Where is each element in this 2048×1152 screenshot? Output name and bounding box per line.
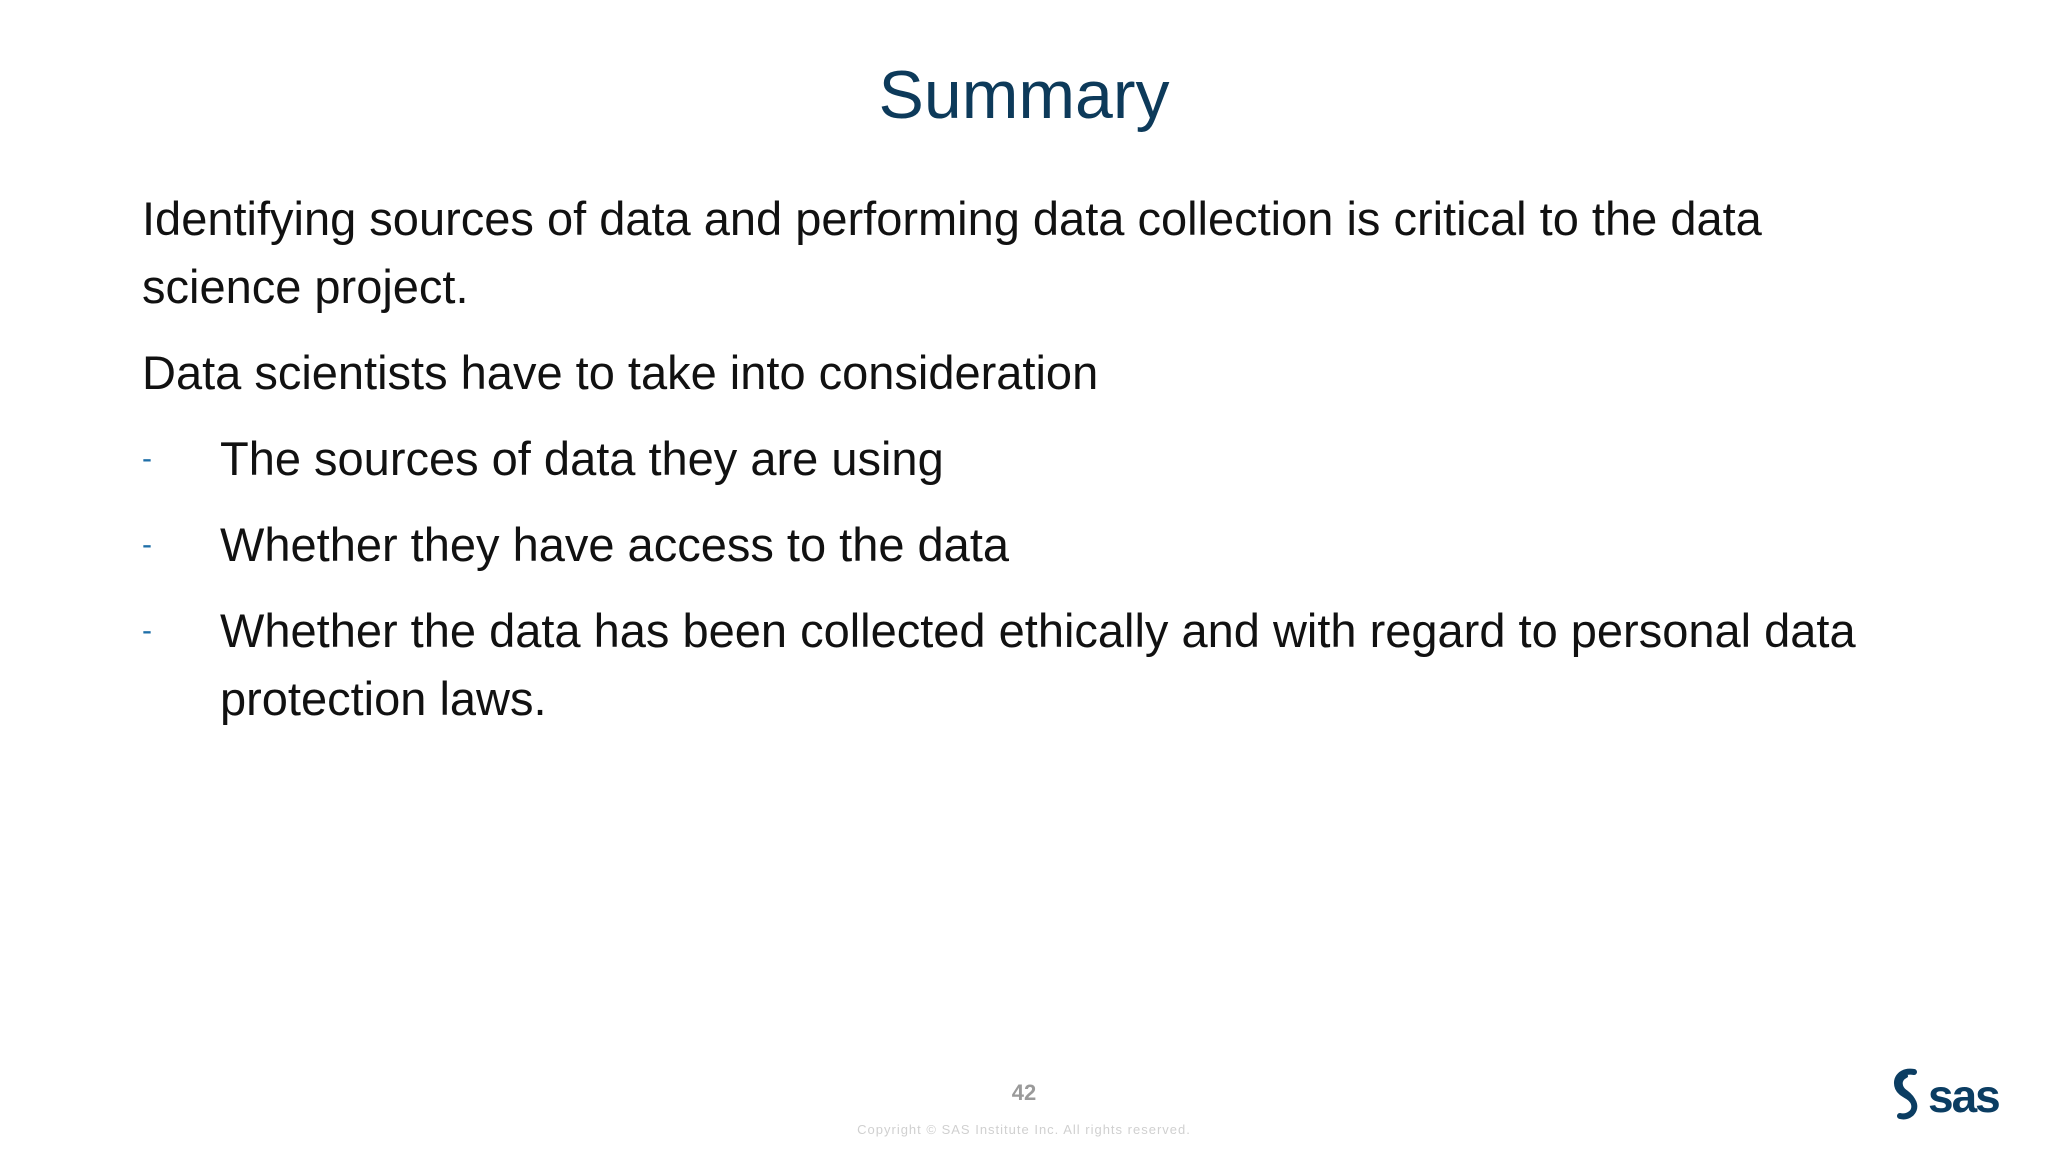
paragraph-consideration: Data scientists have to take into consideration	[142, 346, 1099, 399]
bullet-text: Whether they have access to the data	[220, 518, 1010, 571]
bullet-item	[142, 597, 1902, 733]
bullet-item	[142, 511, 1902, 579]
bullet-text: The sources of data they are using	[220, 432, 944, 485]
bullet-list	[142, 425, 1902, 751]
copyright-notice: Copyright © SAS Institute Inc. All rights reserved.	[857, 1122, 1191, 1137]
sas-logo	[1888, 1066, 2018, 1126]
bullet-dash-icon: -	[142, 442, 152, 475]
paragraph-sources: Identifying sources of data and performing data collection is critical to the data science project.	[142, 192, 1762, 313]
bullet-item	[142, 425, 1902, 493]
bullet-text: Whether the data has been collected ethically and with regard to personal data protection laws.	[220, 604, 1856, 725]
bullet-dash-icon: -	[142, 528, 152, 561]
sas-swirl-icon	[1888, 1068, 1926, 1124]
bullet-dash-icon: -	[142, 614, 152, 647]
logo-text: sas	[1928, 1070, 1999, 1122]
page-number: 42	[1011, 1080, 1037, 1105]
slide-title: Summary	[878, 57, 1170, 133]
